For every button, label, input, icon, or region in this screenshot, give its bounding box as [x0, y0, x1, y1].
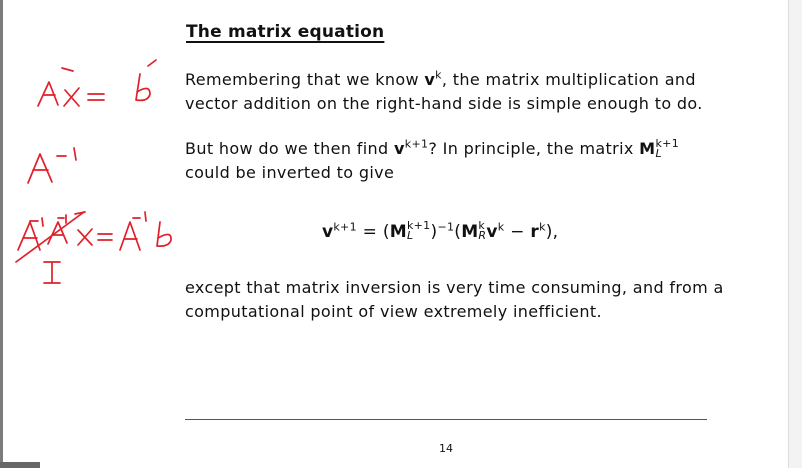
scrollbar-track[interactable]	[788, 0, 802, 468]
eq-matrix-MR-indices	[478, 221, 486, 241]
eq-equals: = (	[356, 222, 390, 242]
eq-matrix-ML-indices	[407, 221, 431, 241]
eq-r-sup: k	[539, 220, 546, 234]
eq-ML-sup: k+1	[407, 219, 431, 232]
eq-v-sup: k	[497, 220, 505, 234]
matrix-M-sup: k+1	[655, 136, 680, 150]
superscript-k: k	[435, 68, 442, 82]
eq-close: ),	[545, 222, 559, 242]
eq-lhs-v: v	[322, 222, 334, 242]
left-window-edge	[0, 0, 3, 468]
eq-ML-sub: L	[407, 229, 414, 242]
eq-open-paren: (	[454, 222, 462, 242]
eq-vector-r: r	[530, 222, 540, 242]
bottom-left-edge	[0, 462, 40, 468]
eq-lhs-sup: k+1	[333, 220, 357, 234]
p2-text-b: ? In principle, the matrix	[428, 139, 634, 158]
page-number: 14	[439, 442, 453, 455]
superscript-k-plus-1: k+1	[404, 137, 429, 151]
paragraph-remembering	[185, 68, 725, 116]
matrix-M-sub: L	[655, 146, 662, 160]
p1-rest: , the matrix multiplication and vector addition on the right-hand side is simple enough to do.	[185, 70, 703, 113]
display-equation	[322, 219, 559, 242]
p1-text: Remembering that we know	[185, 70, 419, 89]
ink-identity-i	[44, 262, 60, 283]
eq-inverse-sup: −1	[437, 220, 455, 234]
vector-v-next: v	[393, 139, 405, 158]
footer-rule	[185, 419, 707, 420]
paragraph-except: except that matrix inversion is very time consuming, and from a computational point of view extremely inefficient.	[185, 278, 724, 321]
p2-text-a: But how do we then find	[185, 139, 389, 158]
slide-title: The matrix equation	[186, 22, 385, 42]
eq-minus: −	[504, 222, 531, 242]
ink-inverse-product	[16, 212, 171, 262]
eq-MR-sub: R	[478, 229, 487, 242]
eq-matrix-MR: M	[461, 222, 479, 242]
eq-MR-sup: k	[478, 219, 486, 232]
ink-ax-equals-b	[38, 60, 156, 106]
eq-matrix-ML: M	[389, 222, 407, 242]
ink-a-inverse	[28, 148, 76, 183]
eq-close-paren: )	[430, 222, 438, 242]
matrix-M: M	[639, 139, 656, 158]
matrix-M-indices	[655, 136, 680, 160]
eq-vector-v: v	[486, 222, 498, 242]
paragraph-find	[185, 137, 725, 185]
p2-text-c: could be inverted to give	[185, 163, 395, 182]
vector-v: v	[424, 70, 436, 89]
